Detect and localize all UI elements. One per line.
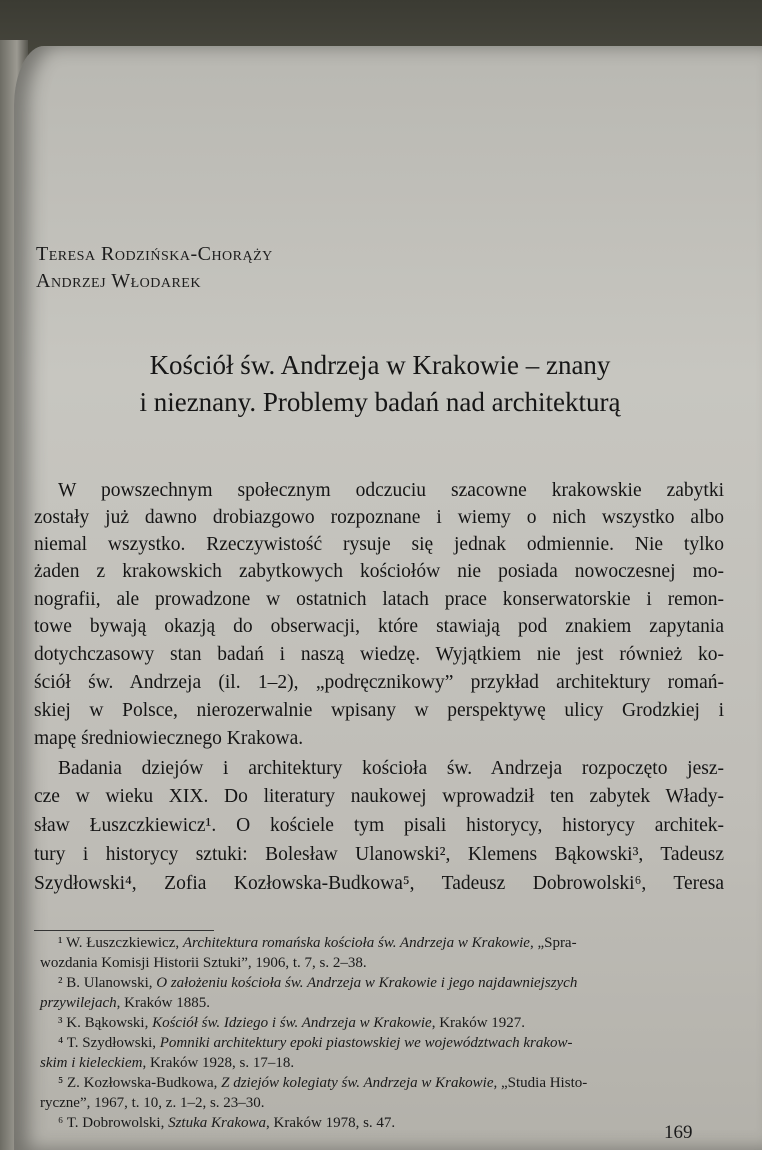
body-line: mapę średniowiecznego Krakowa. — [34, 728, 304, 749]
author-2: Andrzej Włodarek — [36, 270, 201, 292]
body-line: zostały już dawno drobiazgowo rozpoznane i wiemy o nich wszystko albo — [34, 507, 724, 528]
body-line: niemal wszystko. Rzeczywistość rysuje się jednak odmiennie. Nie tylko — [34, 534, 724, 555]
footnote-divider — [34, 930, 214, 931]
author-1: Teresa Rodzińska-Chorąży — [36, 243, 273, 265]
footnote-line: ² B. Ulanowski, O założeniu kościoła św. Andrzeja w Krakowie i jego najdawniejszych — [58, 975, 578, 991]
footnote-line: ⁵ Z. Kozłowska-Budkowa, Z dziejów kolegiaty św. Andrzeja w Krakowie, „Studia Histo- — [58, 1075, 588, 1091]
article-title-line-1: Kościół św. Andrzeja w Krakowie – znany — [149, 350, 611, 380]
article-title-line-2: i nieznany. Problemy badań nad architekturą — [139, 387, 621, 417]
body-line: cze w wieku XIX. Do literatury naukowej wprowadził ten zabytek Włady- — [34, 786, 724, 807]
body-line: skiej w Polsce, nierozerwalnie wpisany w perspektywę ulicy Grodzkiej i — [34, 700, 724, 721]
footnote-line: ³ K. Bąkowski, Kościół św. Idziego i św. Andrzeja w Krakowie, Kraków 1927. — [58, 1015, 526, 1031]
body-line: Badania dziejów i architektury kościoła św. Andrzeja rozpoczęto jesz- — [58, 758, 724, 779]
footnote-line: wozdania Komisji Historii Sztuki”, 1906, t. 7, s. 2–38. — [40, 955, 367, 971]
footnote-line: ryczne”, 1967, t. 10, z. 1–2, s. 23–30. — [40, 1095, 265, 1111]
body-line: żaden z krakowskich zabytkowych kościołów nie posiada nowoczesnej mo- — [34, 561, 724, 582]
footnote-line: przywilejach, Kraków 1885. — [40, 995, 210, 1011]
body-line: ściół św. Andrzeja (il. 1–2), „podręcznikowy” przykład architektury romań- — [34, 672, 724, 693]
body-line: tury i historycy sztuki: Bolesław Ulanowski², Klemens Bąkowski³, Tadeusz — [34, 844, 724, 865]
body-line: sław Łuszczkiewicz¹. O kościele tym pisali historycy, historycy architek- — [34, 815, 724, 836]
body-line: Szydłowski⁴, Zofia Kozłowska-Budkowa⁵, Tadeusz Dobrowolski⁶, Teresa — [34, 873, 724, 894]
page-number: 169 — [664, 1122, 693, 1143]
body-line: dotychczasowy stan badań i naszą wiedzę. Wyjątkiem nie jest również ko- — [34, 644, 724, 665]
body-line: towe bywają okazją do obserwacji, które stawiają pod znakiem zapytania — [34, 616, 724, 637]
footnote-line: skim i kieleckiem, Kraków 1928, s. 17–18. — [40, 1055, 295, 1071]
footnote-line: ¹ W. Łuszczkiewicz, Architektura romańska kościoła św. Andrzeja w Krakowie, „Spra- — [58, 935, 577, 951]
body-line: W powszechnym społecznym odczuciu szacowne krakowskie zabytki — [58, 480, 724, 501]
footnote-line: ⁶ T. Dobrowolski, Sztuka Krakowa, Kraków 1978, s. 47. — [58, 1115, 396, 1131]
body-line: nografii, ale prowadzone w ostatnich latach prace konserwatorskie i remon- — [34, 589, 724, 610]
footnote-line: ⁴ T. Szydłowski, Pomniki architektury epoki piastowskiej we województwach krakow- — [58, 1035, 573, 1051]
